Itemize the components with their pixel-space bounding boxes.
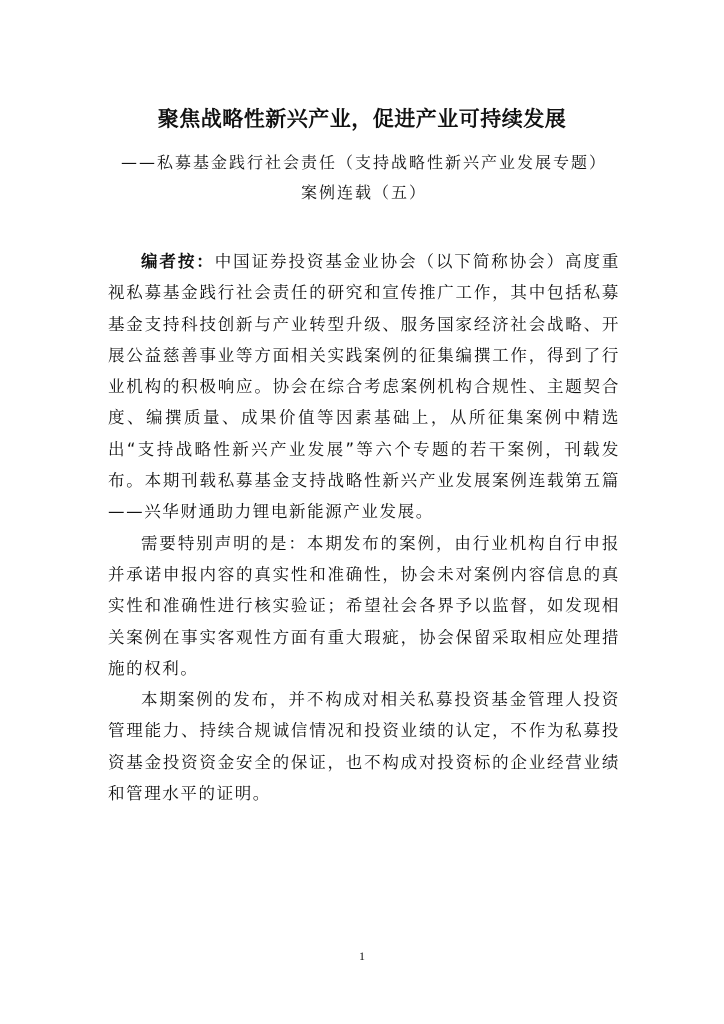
editor-note-text: 中国证券投资基金业协会（以下简称协会）高度重视私募基金践行社会责任的研究和宣传推广工作，其中包括私募基金支持科技创新与产业转型升级、服务国家经济社会战略、开展公益慈善事业等方面相关实践案例的征集编撰工作，得到了行业机构的积极响应。协会在综合考虑案例机构合规性、主题契合度、编撰质量、成果价值等因素基础上，从所征集案例中精选出“支持战略性新兴产业发展”等六个专题的若干案例，刊载发布。本期刊载私募基金支持战略性新兴产业发展案例连载第五篇——兴华财通助力锂电新能源产业发展。 — [108, 252, 620, 522]
page-number: 1 — [359, 949, 365, 963]
subtitle-line-2: 案例连载（五） — [300, 183, 427, 202]
notice-paragraph: 本期案例的发布，并不构成对相关私募投资基金管理人投资管理能力、持续合规诚信情况和投资业绩的认定，不作为私募投资基金投资资金安全的保证，也不构成对投资标的企业经营业绩和管理水平的证明。 — [108, 690, 620, 804]
editor-note-paragraph — [108, 246, 620, 528]
editor-note-label: 编者按： — [141, 252, 215, 271]
document-subtitle — [108, 148, 620, 208]
document-body — [108, 246, 620, 809]
document-title: 聚焦战略性新兴产业，促进产业可持续发展 — [157, 107, 567, 131]
subtitle-line-1: ——私募基金践行社会责任（支持战略性新兴产业发展专题） — [120, 153, 607, 172]
disclaimer-paragraph: 需要特别声明的是：本期发布的案例，由行业机构自行申报并承诺申报内容的真实性和准确性，协会未对案例内容信息的真实性和准确性进行核实验证；希望社会各界予以监督，如发现相关案例在事实客观性方面有重大瑕疵，协会保留采取相应处理措施的权利。 — [108, 533, 620, 678]
